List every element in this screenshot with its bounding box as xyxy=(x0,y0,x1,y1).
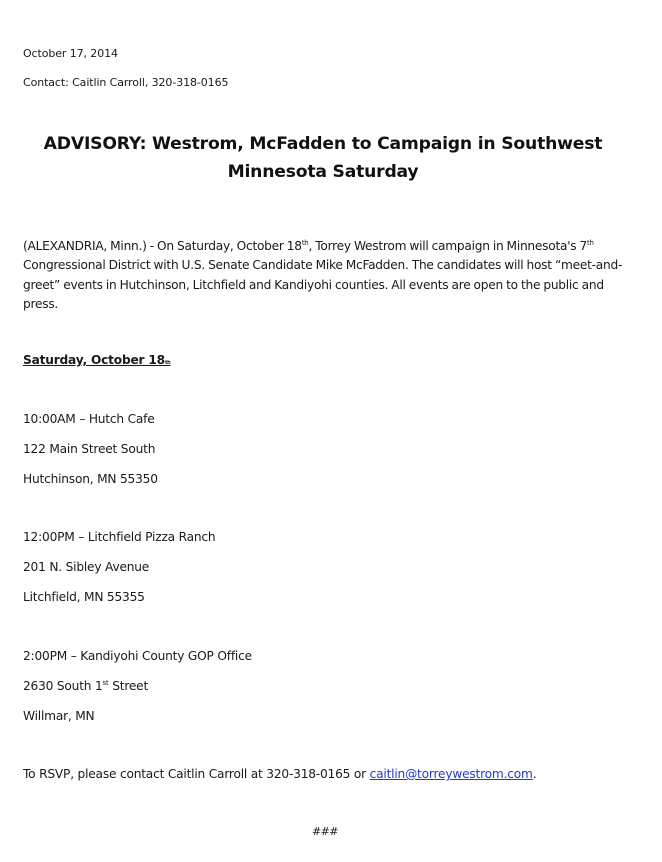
schedule-heading-text: Saturday, October 18 xyxy=(23,353,165,367)
rsvp-email-link[interactable]: caitlin@torreywestrom.com xyxy=(369,767,533,781)
event-2-street: 201 N. Sibley Avenue xyxy=(23,560,150,574)
event-2-city: Litchfield, MN 55355 xyxy=(23,590,145,604)
event-3-time-place: 2:00PM – Kandiyohi County GOP Office xyxy=(23,649,252,663)
intro-superscript-2: th xyxy=(587,239,594,247)
intro-text-2: , Torrey Westrom will campaign in Minnesota's 7 xyxy=(308,239,588,253)
event-1-time-place: 10:00AM – Hutch Cafe xyxy=(23,412,155,426)
rsvp-line xyxy=(23,767,536,781)
intro-paragraph xyxy=(23,237,635,314)
headline-line-2: Minnesota Saturday xyxy=(227,162,419,182)
event-2-time-place: 12:00PM – Litchfield Pizza Ranch xyxy=(23,530,216,544)
contact-line: Contact: Caitlin Carroll, 320-318-0165 xyxy=(23,76,229,89)
event-3-street xyxy=(23,679,148,693)
schedule-heading xyxy=(23,353,171,367)
release-date: October 17, 2014 xyxy=(23,47,118,60)
event-3-street-post: Street xyxy=(108,679,149,693)
end-mark: ### xyxy=(312,825,338,838)
intro-text-1: (ALEXANDRIA, Minn.) - On Saturday, October 18 xyxy=(23,239,302,253)
event-3-city: Willmar, MN xyxy=(23,709,95,723)
event-3-street-pre: 2630 South 1 xyxy=(23,679,103,693)
event-3-street-superscript: st xyxy=(102,679,109,687)
intro-superscript-1: th xyxy=(301,239,309,247)
headline-line-1: ADVISORY: Westrom, McFadden to Campaign in Southwest xyxy=(43,134,603,154)
event-1-city: Hutchinson, MN 55350 xyxy=(23,472,158,486)
rsvp-end: . xyxy=(532,767,537,781)
event-1-street: 122 Main Street South xyxy=(23,442,156,456)
rsvp-text: To RSVP, please contact Caitlin Carroll at 320-318-0165 or xyxy=(23,767,370,781)
intro-text-3: Congressional District with U.S. Senate Candidate Mike McFadden. The candidates will host “meet-and-greet” events in Hutchinson, Litchfield and Kandiyohi counties. All events are open to the public and press. xyxy=(23,258,623,311)
schedule-heading-superscript: th xyxy=(164,360,171,366)
